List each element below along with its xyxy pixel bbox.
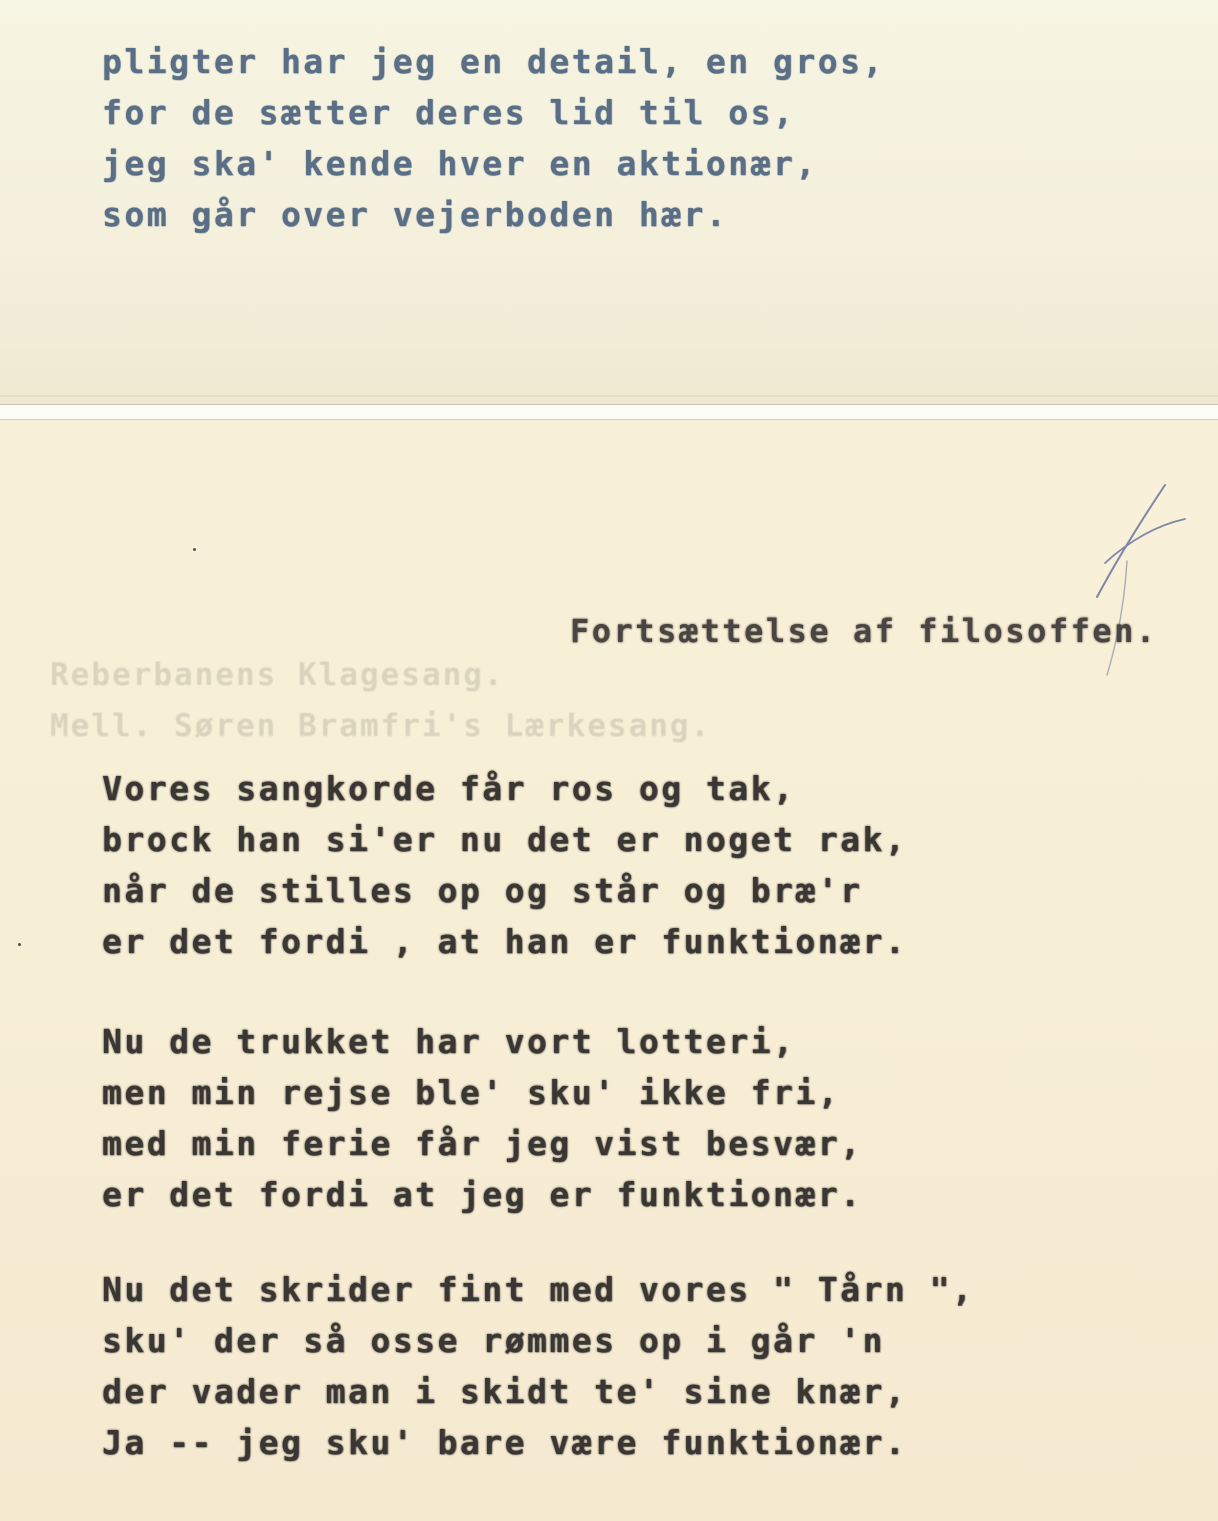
bleed-through-text [50,650,711,752]
verse-line: Nu de trukket har vort lotteri, [102,1022,796,1061]
verse-line: men min rejse ble' sku' ikke fri, [102,1073,841,1112]
verse-line: er det fordi , at han er funktionær. [102,922,908,961]
verse-line: med min ferie får jeg vist besvær, [102,1124,863,1163]
verse-line: jeg ska' kende hver en aktionær, [102,144,818,183]
verse-line: for de sætter deres lid til os, [102,93,796,132]
top-verse [102,36,885,240]
stanza-3 [102,1264,974,1468]
verse-line: sku' der så osse rømmes op i går 'n [102,1321,885,1360]
page-gap [0,404,1218,420]
top-page-fragment [0,0,1218,404]
ink-speck [193,548,196,551]
verse-line: Vores sangkorde får ros og tak, [102,769,796,808]
stanza-2 [102,1016,863,1220]
verse-line: når de stilles op og står og bræ'r [102,871,863,910]
bleed-through-line: Reberbanens Klagesang. [50,657,505,693]
verse-line: der vader man i skidt te' sine knær, [102,1372,908,1411]
verse-line: Ja -- jeg sku' bare være funktionær. [102,1423,908,1462]
stanza-1 [102,763,907,967]
verse-line: brock han si'er nu det er noget rak, [102,820,908,859]
verse-line: pligter har jeg en detail, en gros, [102,42,885,81]
ink-speck [18,943,21,946]
bleed-through-line: Mell. Søren Bramfri's Lærkesang. [50,708,712,744]
verse-line: som går over vejerboden hær. [102,195,729,234]
pencil-signature-mark [1085,475,1195,685]
section-heading: Fortsættelse af filosoffen. [570,612,1158,650]
verse-line: Nu det skrider fint med vores " Tårn ", [102,1270,975,1309]
verse-line: er det fordi at jeg er funktionær. [102,1175,863,1214]
page-edge [0,395,1218,397]
